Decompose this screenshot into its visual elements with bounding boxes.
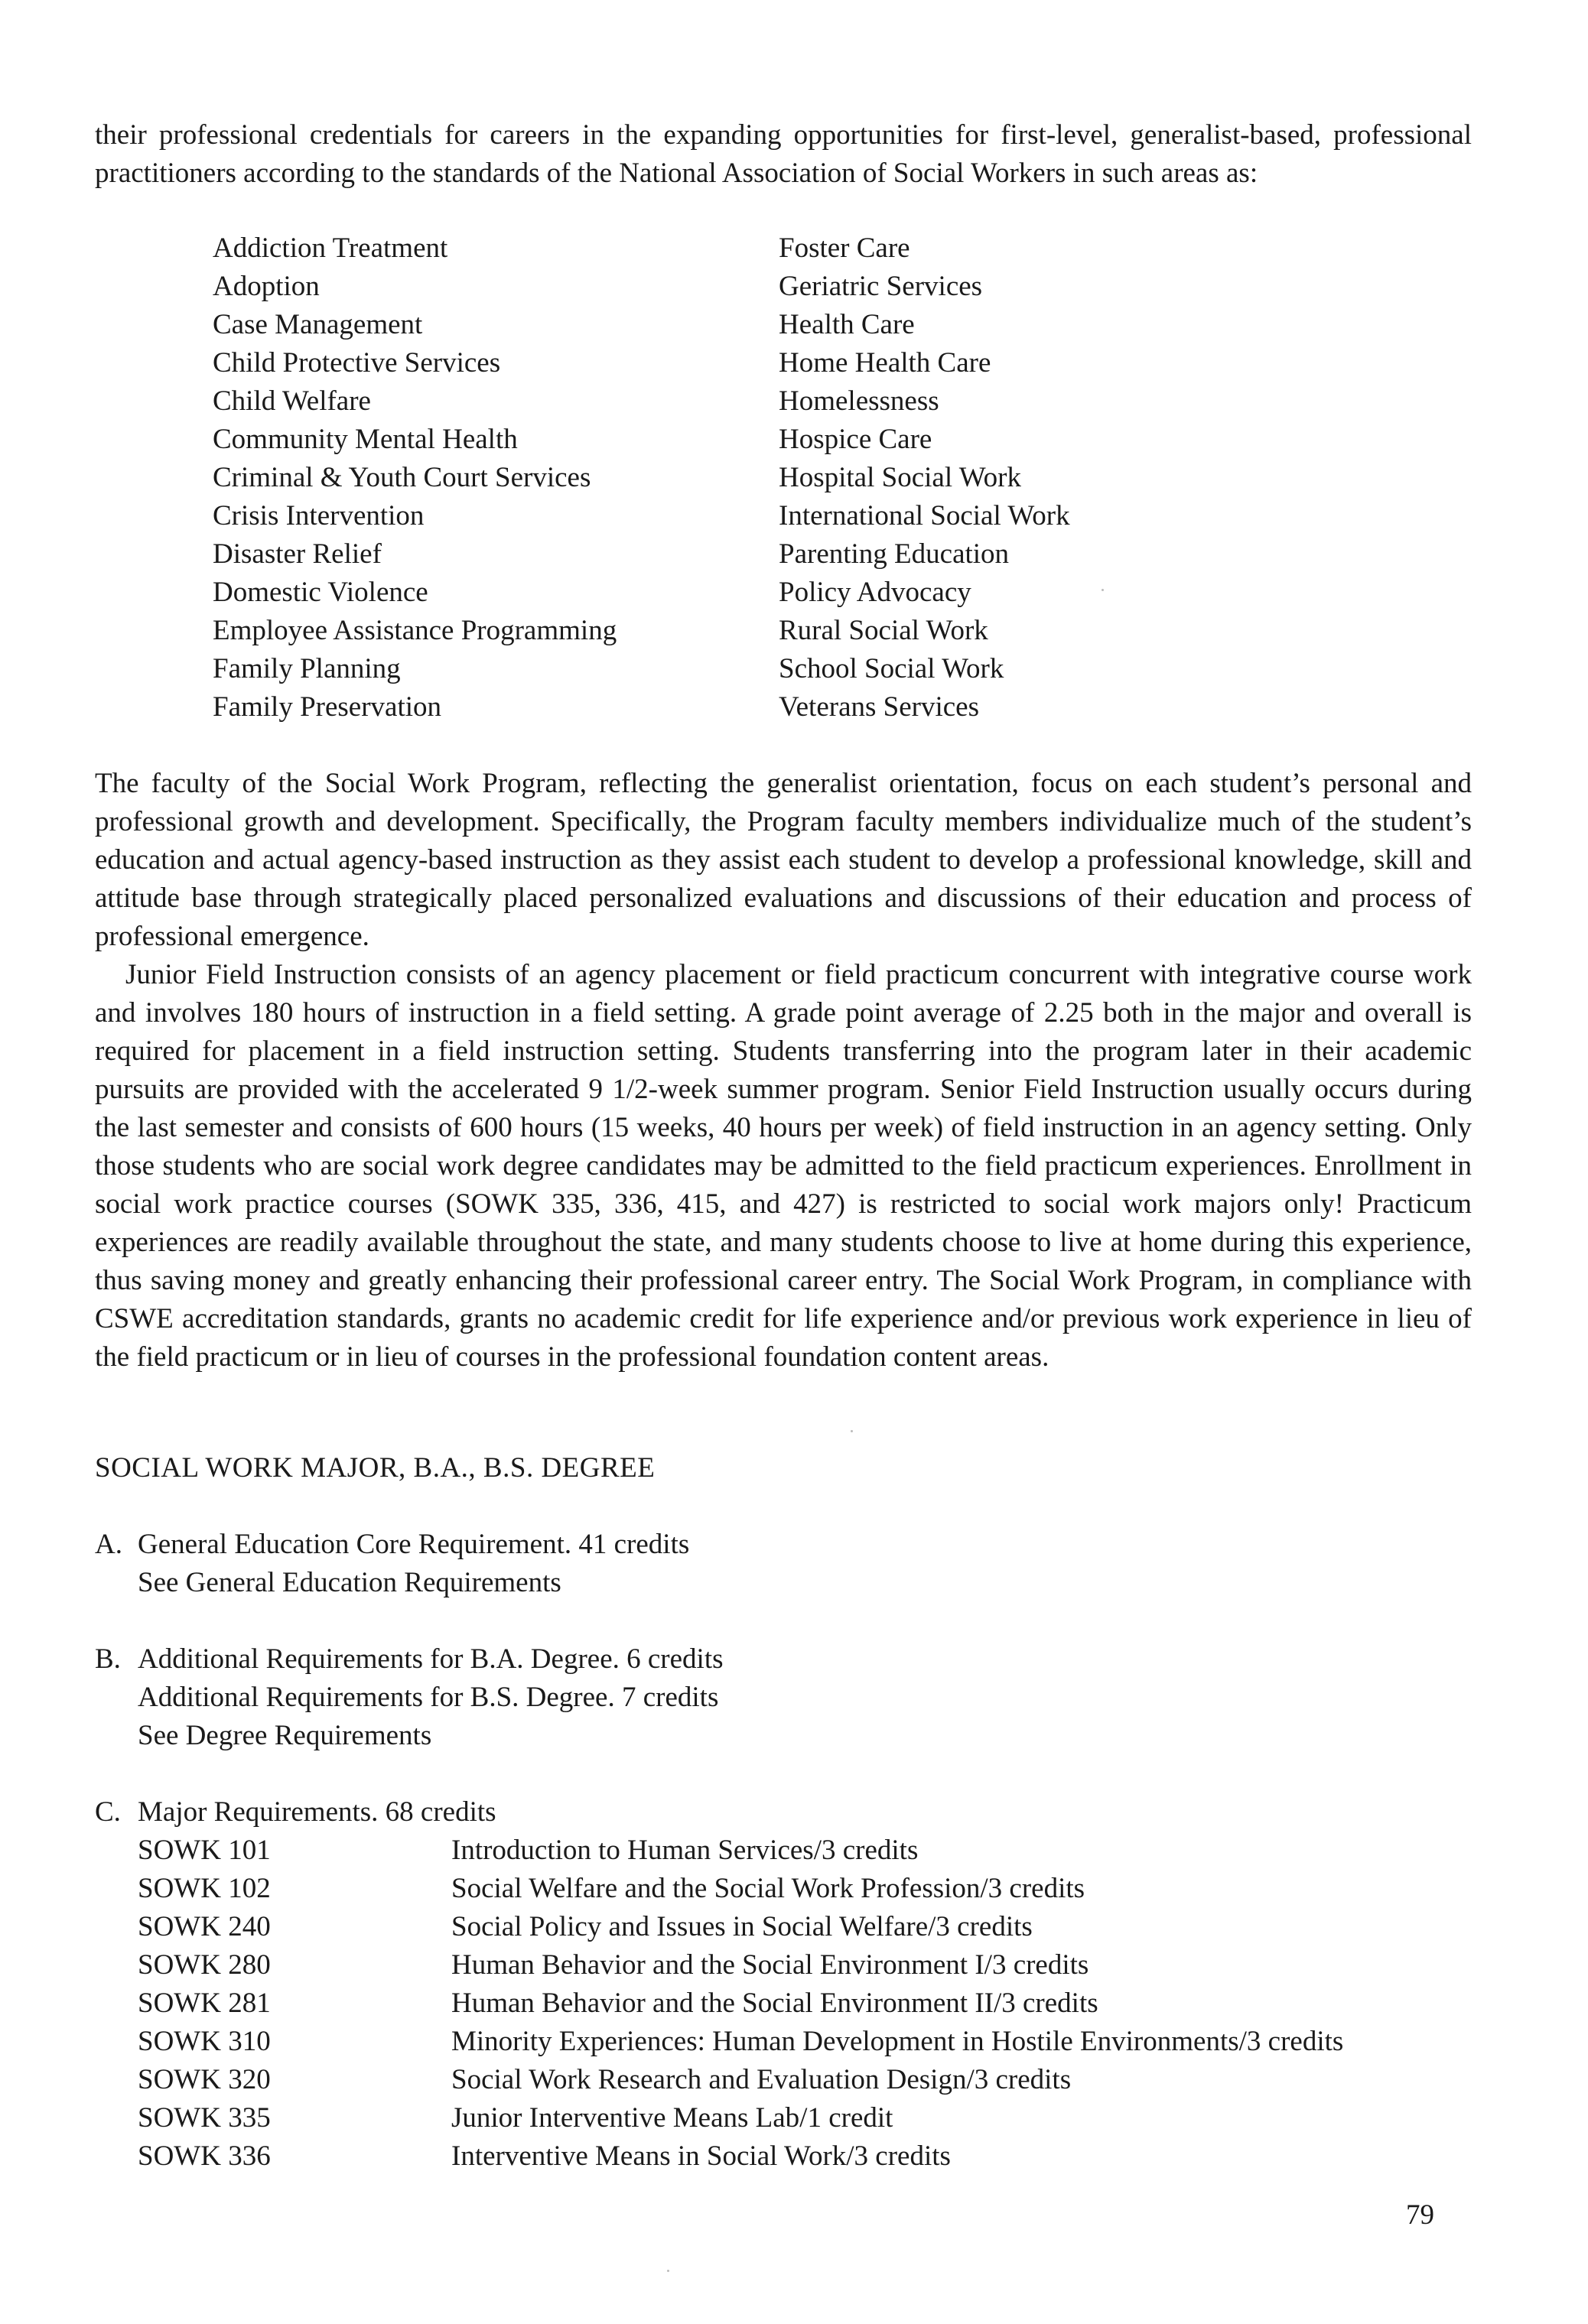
course-row [138,2137,1510,2176]
scan-speck [667,2270,669,2272]
requirement-note: See General Education Requirements [138,1567,561,1598]
course-list [95,1832,1510,2176]
scan-speck [1102,589,1104,591]
list-item: Geriatric Services [779,271,983,302]
course-row [138,1908,1510,1946]
requirement-title: Major Requirements. 68 credits [138,1796,496,1828]
list-item: Parenting Education [779,538,1010,570]
list-item: Domestic Violence [213,577,428,608]
list-item: Child Protective Services [213,347,501,379]
list-item: Veterans Services [779,691,979,723]
list-item: Family Planning [213,653,401,684]
course-title: Introduction to Human Services/3 credits [451,1835,919,1866]
list-item: Health Care [779,309,915,340]
course-title: Human Behavior and the Social Environment I/3 credits [451,1949,1089,1981]
course-code: SOWK 102 [138,1873,271,1904]
list-item: Hospice Care [779,424,932,455]
list-item: Adoption [213,271,320,302]
course-row [138,2023,1510,2061]
requirement-title: Additional Requirements for B.A. Degree. 6 credits [138,1643,724,1675]
list-item: Rural Social Work [779,615,988,646]
requirement-b [95,1640,1510,1755]
scan-speck [851,1430,853,1432]
intro-paragraph: their professional credentials for careers in the expanding opportunities for first-level, generalist-based, professional practitioners according to the standards of the National Association of Social Workers in such areas as: [95,119,1472,189]
course-title: Social Welfare and the Social Work Profession/3 credits [451,1873,1085,1904]
practice-areas-left-column [213,229,794,726]
list-item: School Social Work [779,653,1004,684]
course-title: Junior Interventive Means Lab/1 credit [451,2102,893,2134]
list-item: International Social Work [779,500,1070,531]
course-title: Social Work Research and Evaluation Design/3 credits [451,2064,1072,2095]
course-code: SOWK 335 [138,2102,271,2134]
requirement-c [95,1793,1510,2176]
page-number: 79 [1406,2199,1434,2231]
practice-areas-right-column [779,229,1360,726]
course-row [138,1870,1510,1908]
requirement-letter: B. [95,1643,121,1675]
list-item: Hospital Social Work [779,462,1021,493]
list-item: Home Health Care [779,347,991,379]
section-heading: SOCIAL WORK MAJOR, B.A., B.S. DEGREE [95,1452,656,1484]
course-title: Human Behavior and the Social Environment II/3 credits [451,1988,1098,2019]
requirement-note: See Degree Requirements [138,1720,432,1751]
course-title: Social Policy and Issues in Social Welfare/3 credits [451,1911,1033,1942]
list-item: Policy Advocacy [779,577,971,608]
course-code: SOWK 101 [138,1835,271,1866]
list-item: Crisis Intervention [213,500,425,531]
list-item: Homelessness [779,385,939,417]
faculty-paragraph: The faculty of the Social Work Program, reflecting the generalist orientation, focus on each student’s personal and professional growth and development. Specifically, the Program faculty members individualize much of the student’s education and actual agency-based instruction as they assist each student to develop a professional knowledge, skill and attitude base through strategically placed personalized evaluations and discussions of their education and process of professional emergence. [95,768,1472,952]
course-title: Interventive Means in Social Work/3 credits [451,2140,951,2172]
list-item: Case Management [213,309,423,340]
course-row [138,2061,1510,2099]
course-code: SOWK 240 [138,1911,271,1942]
course-row [138,1984,1510,2023]
course-title: Minority Experiences: Human Development in Hostile Environments/3 credits [451,2026,1344,2057]
course-row [138,1946,1510,1984]
field-instruction-paragraph: Junior Field Instruction consists of an agency placement or field practicum concurrent with integrative course work and involves 180 hours of instruction in a field setting. A grade point average of 2.25 both in the major and overall is required for placement in a field instruction setting. Students transferring into the program later in their academic pursuits are provided with the accelerated 9 1/2-week summer program. Senior Field Instruction usually occurs during the last semester and consists of 600 hours (15 weeks, 40 hours per week) of field instruction in an agency setting. Only those students who are social work degree candidates may be admitted to the field practicum experiences. Enrollment in social work practice courses (SOWK 335, 336, 415, and 427) is restricted to social work majors only! Practicum experiences are readily available throughout the state, and many students choose to live at home during this experience, thus saving money and greatly enhancing their professional career entry. The Social Work Program, in compliance with CSWE accreditation standards, grants no academic credit for life experience and/or previous work experience in lieu of the field practicum or in lieu of courses in the professional foundation content areas. [95,959,1472,1373]
program-description [95,765,1472,1377]
course-code: SOWK 310 [138,2026,271,2057]
course-row [138,1832,1510,1870]
list-item: Criminal & Youth Court Services [213,462,591,493]
list-item: Community Mental Health [213,424,518,455]
list-item: Foster Care [779,232,910,264]
requirement-a [95,1526,1510,1602]
requirement-letter: A. [95,1529,122,1560]
requirement-letter: C. [95,1796,121,1828]
list-item: Family Preservation [213,691,442,723]
list-item: Disaster Relief [213,538,382,570]
requirement-line: Additional Requirements for B.S. Degree. 7 credits [138,1682,719,1713]
list-item: Child Welfare [213,385,371,417]
course-code: SOWK 281 [138,1988,271,2019]
course-code: SOWK 336 [138,2140,271,2172]
course-code: SOWK 280 [138,1949,271,1981]
course-code: SOWK 320 [138,2064,271,2095]
course-row [138,2099,1510,2137]
requirement-title: General Education Core Requirement. 41 credits [138,1529,690,1560]
list-item: Addiction Treatment [213,232,448,264]
list-item: Employee Assistance Programming [213,615,617,646]
